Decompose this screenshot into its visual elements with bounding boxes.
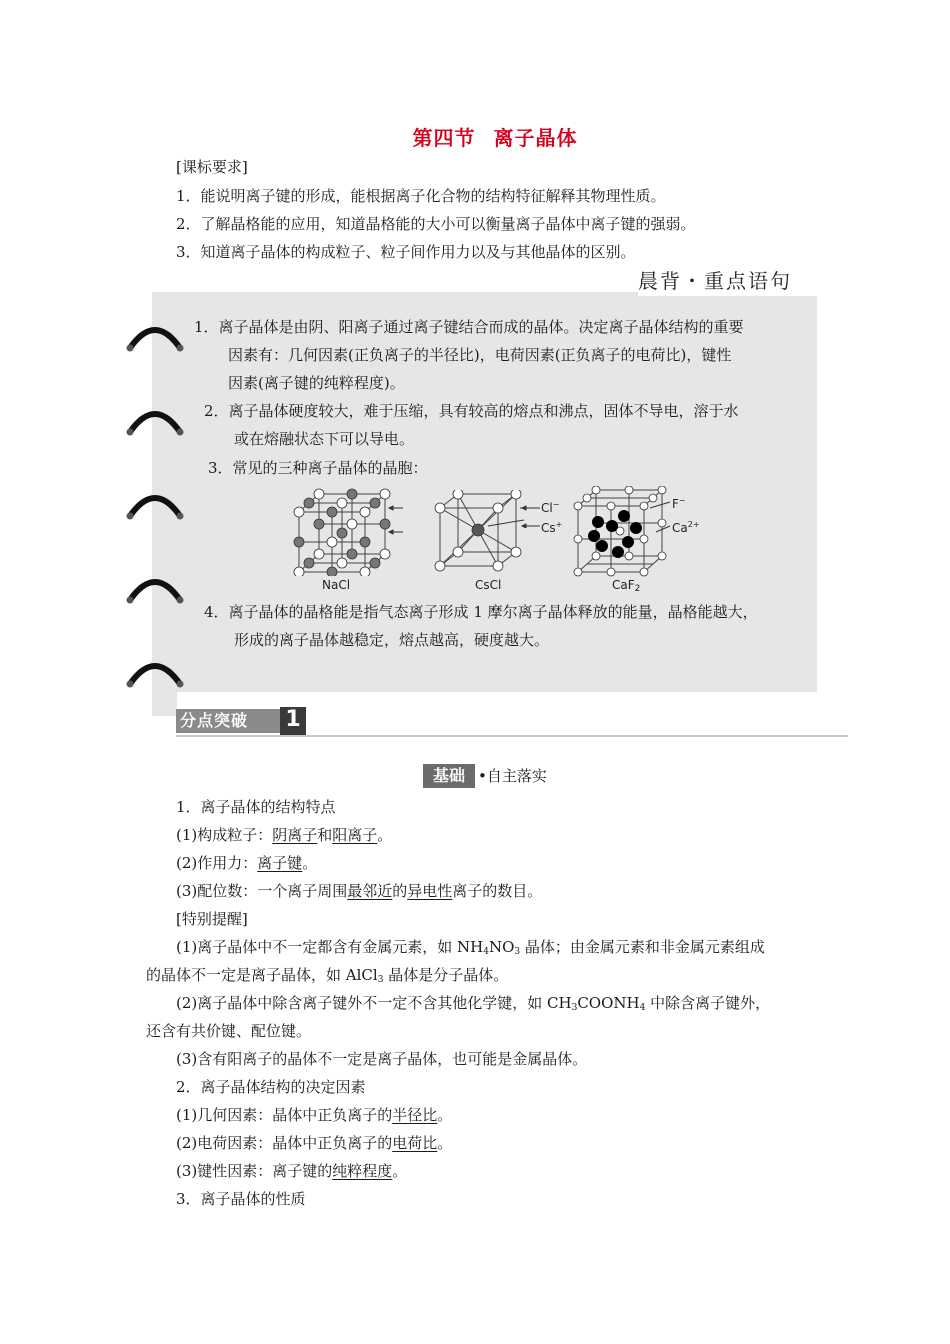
- key-points-heading: 晨背・重点语句: [638, 266, 818, 296]
- caf2-label: CaF$_2$: [612, 578, 641, 594]
- panel-tab: [152, 690, 177, 716]
- ca-ion-label: $Ca^{2+}$: [672, 520, 700, 535]
- tip-line: (2)离子晶体中除含离子键外不一定不含其他化学键，如 $CH_3COONH_4$ 中除含离子键外，: [176, 994, 771, 1013]
- subsection-title: •自主落实: [478, 767, 547, 785]
- key-point-1-cont: 因素(离子键的纯粹程度)。: [228, 374, 405, 392]
- nacl-crystal-diagram: [285, 488, 405, 576]
- requirements-heading: [课标要求]: [176, 158, 248, 176]
- binder-ring-icon: [124, 654, 186, 688]
- requirement-item: 3．知道离子晶体的构成粒子、粒子间作用力以及与其他晶体的区别。: [176, 243, 636, 261]
- requirement-item: 2．了解晶格能的应用，知道晶格能的大小可以衡量离子晶体中离子键的强弱。: [176, 215, 696, 233]
- section-number: 1: [285, 707, 301, 732]
- cl-ion-label: Cl−: [541, 500, 560, 515]
- binder-ring-icon: [124, 486, 186, 520]
- requirement-item: 1．能说明离子键的形成，能根据离子化合物的结构特征解释其物理性质。: [176, 187, 666, 205]
- key-point-2-cont: 或在熔融状态下可以导电。: [234, 430, 415, 448]
- f-ion-label: F−: [672, 496, 686, 511]
- binder-ring-icon: [124, 402, 186, 436]
- key-point-4: 4．离子晶体的晶格能是指气态离子形成 1 摩尔离子晶体释放的能量，晶格能越大，: [204, 603, 758, 621]
- body-line: (1)构成粒子：阴离子和阳离子。: [176, 826, 393, 844]
- tip-heading: [特别提醒]: [176, 910, 248, 928]
- tip-line: (3)含有阳离子的晶体不一定是离子晶体，也可能是金属晶体。: [176, 1050, 588, 1068]
- body-line: (2)电荷因素：晶体中正负离子的电荷比。: [176, 1134, 453, 1152]
- cscl-crystal-diagram: [434, 490, 524, 576]
- binder-ring-icon: [124, 318, 186, 352]
- caf2-crystal-diagram: [572, 486, 672, 578]
- section-badge-label: 分点突破: [180, 711, 249, 730]
- body-line: (3)配位数：一个离子周围最邻近的异电性离子的数目。: [176, 882, 543, 900]
- key-point-2: 2．离子晶体硬度较大，难于压缩，具有较高的熔点和沸点，固体不导电，溶于水: [204, 402, 739, 420]
- body-heading-1: 1．离子晶体的结构特点: [176, 798, 336, 816]
- tip-line: (1)离子晶体中不一定都含有金属元素，如 $NH_4NO_3$ 晶体；由金属元素和非金属元素组成: [176, 938, 765, 957]
- body-line: (3)键性因素：离子键的纯粹程度。: [176, 1162, 408, 1180]
- nacl-label: NaCl: [322, 578, 351, 592]
- body-line: (2)作用力：离子键。: [176, 854, 318, 872]
- key-point-4-cont: 形成的离子晶体越稳定，熔点越高，硬度越大。: [234, 631, 550, 649]
- key-point-1: 1．离子晶体是由阴、阳离子通过离子键结合而成的晶体。决定离子晶体结构的重要: [194, 318, 744, 336]
- body-heading-2: 2．离子晶体结构的决定因素: [176, 1078, 366, 1096]
- subsection-tag: 基础: [423, 764, 475, 788]
- tip-line: 的晶体不一定是离子晶体，如 AlCl$_3$ 晶体是分子晶体。: [146, 966, 509, 985]
- key-point-1-cont: 因素有：几何因素(正负离子的半径比)，电荷因素(正负离子的电荷比)，键性: [228, 346, 732, 364]
- body-line: (1)几何因素：晶体中正负离子的半径比。: [176, 1106, 453, 1124]
- key-point-3: 3．常见的三种离子晶体的晶胞：: [208, 459, 428, 477]
- section-divider: [176, 735, 848, 737]
- cs-ion-label: Cs+: [541, 520, 563, 535]
- cscl-label: CsCl: [475, 578, 502, 592]
- binder-ring-icon: [124, 570, 186, 604]
- tip-line: 还含有共价键、配位键。: [146, 1022, 312, 1040]
- label-arrows: [520, 502, 542, 528]
- page-title: 第四节 离子晶体: [412, 126, 578, 150]
- body-heading-3: 3．离子晶体的性质: [176, 1190, 306, 1208]
